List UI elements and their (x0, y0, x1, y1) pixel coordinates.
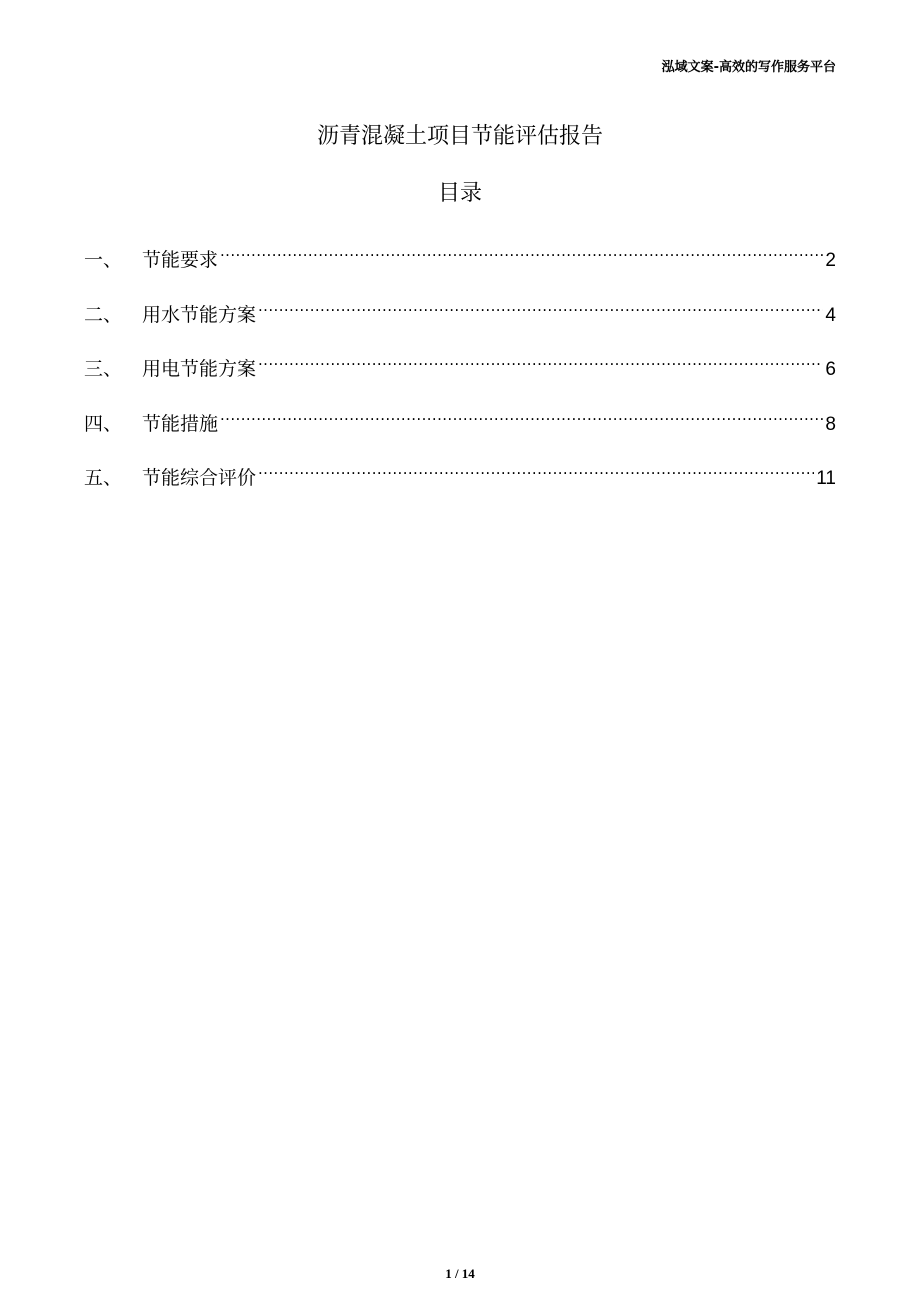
toc-dot-leader (220, 236, 823, 266)
document-title: 沥青混凝土项目节能评估报告 (316, 124, 603, 149)
toc-entry-label: 节能措施 (142, 412, 219, 435)
toc-entry-number: 四、 (84, 412, 123, 435)
toc-entry-2[interactable] (84, 291, 836, 326)
toc-entry-page: 2 (825, 250, 836, 271)
toc-entry-page: 6 (825, 359, 836, 380)
toc-entry-number: 五、 (84, 467, 123, 489)
toc-dot-leader (258, 345, 823, 375)
header-brand: 泓域文案-高效的写作服务平台 (661, 60, 836, 75)
toc-entry-page: 4 (825, 304, 836, 326)
page-indicator: 1 / 14 (445, 1266, 475, 1281)
toc-entry-number: 一、 (84, 249, 123, 271)
toc-dot-leader (258, 291, 823, 321)
table-of-contents (84, 236, 836, 509)
toc-entry-5[interactable] (84, 454, 836, 489)
toc-entry-3[interactable] (84, 345, 836, 380)
toc-entry-label: 用水节能方案 (142, 303, 257, 326)
toc-entry-page: 8 (825, 413, 836, 435)
toc-entry-4[interactable] (84, 400, 836, 435)
toc-entry-number: 二、 (84, 303, 123, 326)
toc-entry-1[interactable] (84, 236, 836, 271)
toc-entry-label: 节能综合评价 (142, 467, 257, 489)
toc-dot-leader (220, 400, 823, 430)
toc-entry-label: 用电节能方案 (142, 358, 257, 380)
toc-heading: 目录 (437, 181, 482, 206)
toc-entry-page: 11 (816, 468, 836, 489)
toc-dot-leader (258, 454, 814, 484)
toc-entry-label: 节能要求 (142, 249, 219, 271)
toc-entry-number: 三、 (84, 358, 123, 380)
